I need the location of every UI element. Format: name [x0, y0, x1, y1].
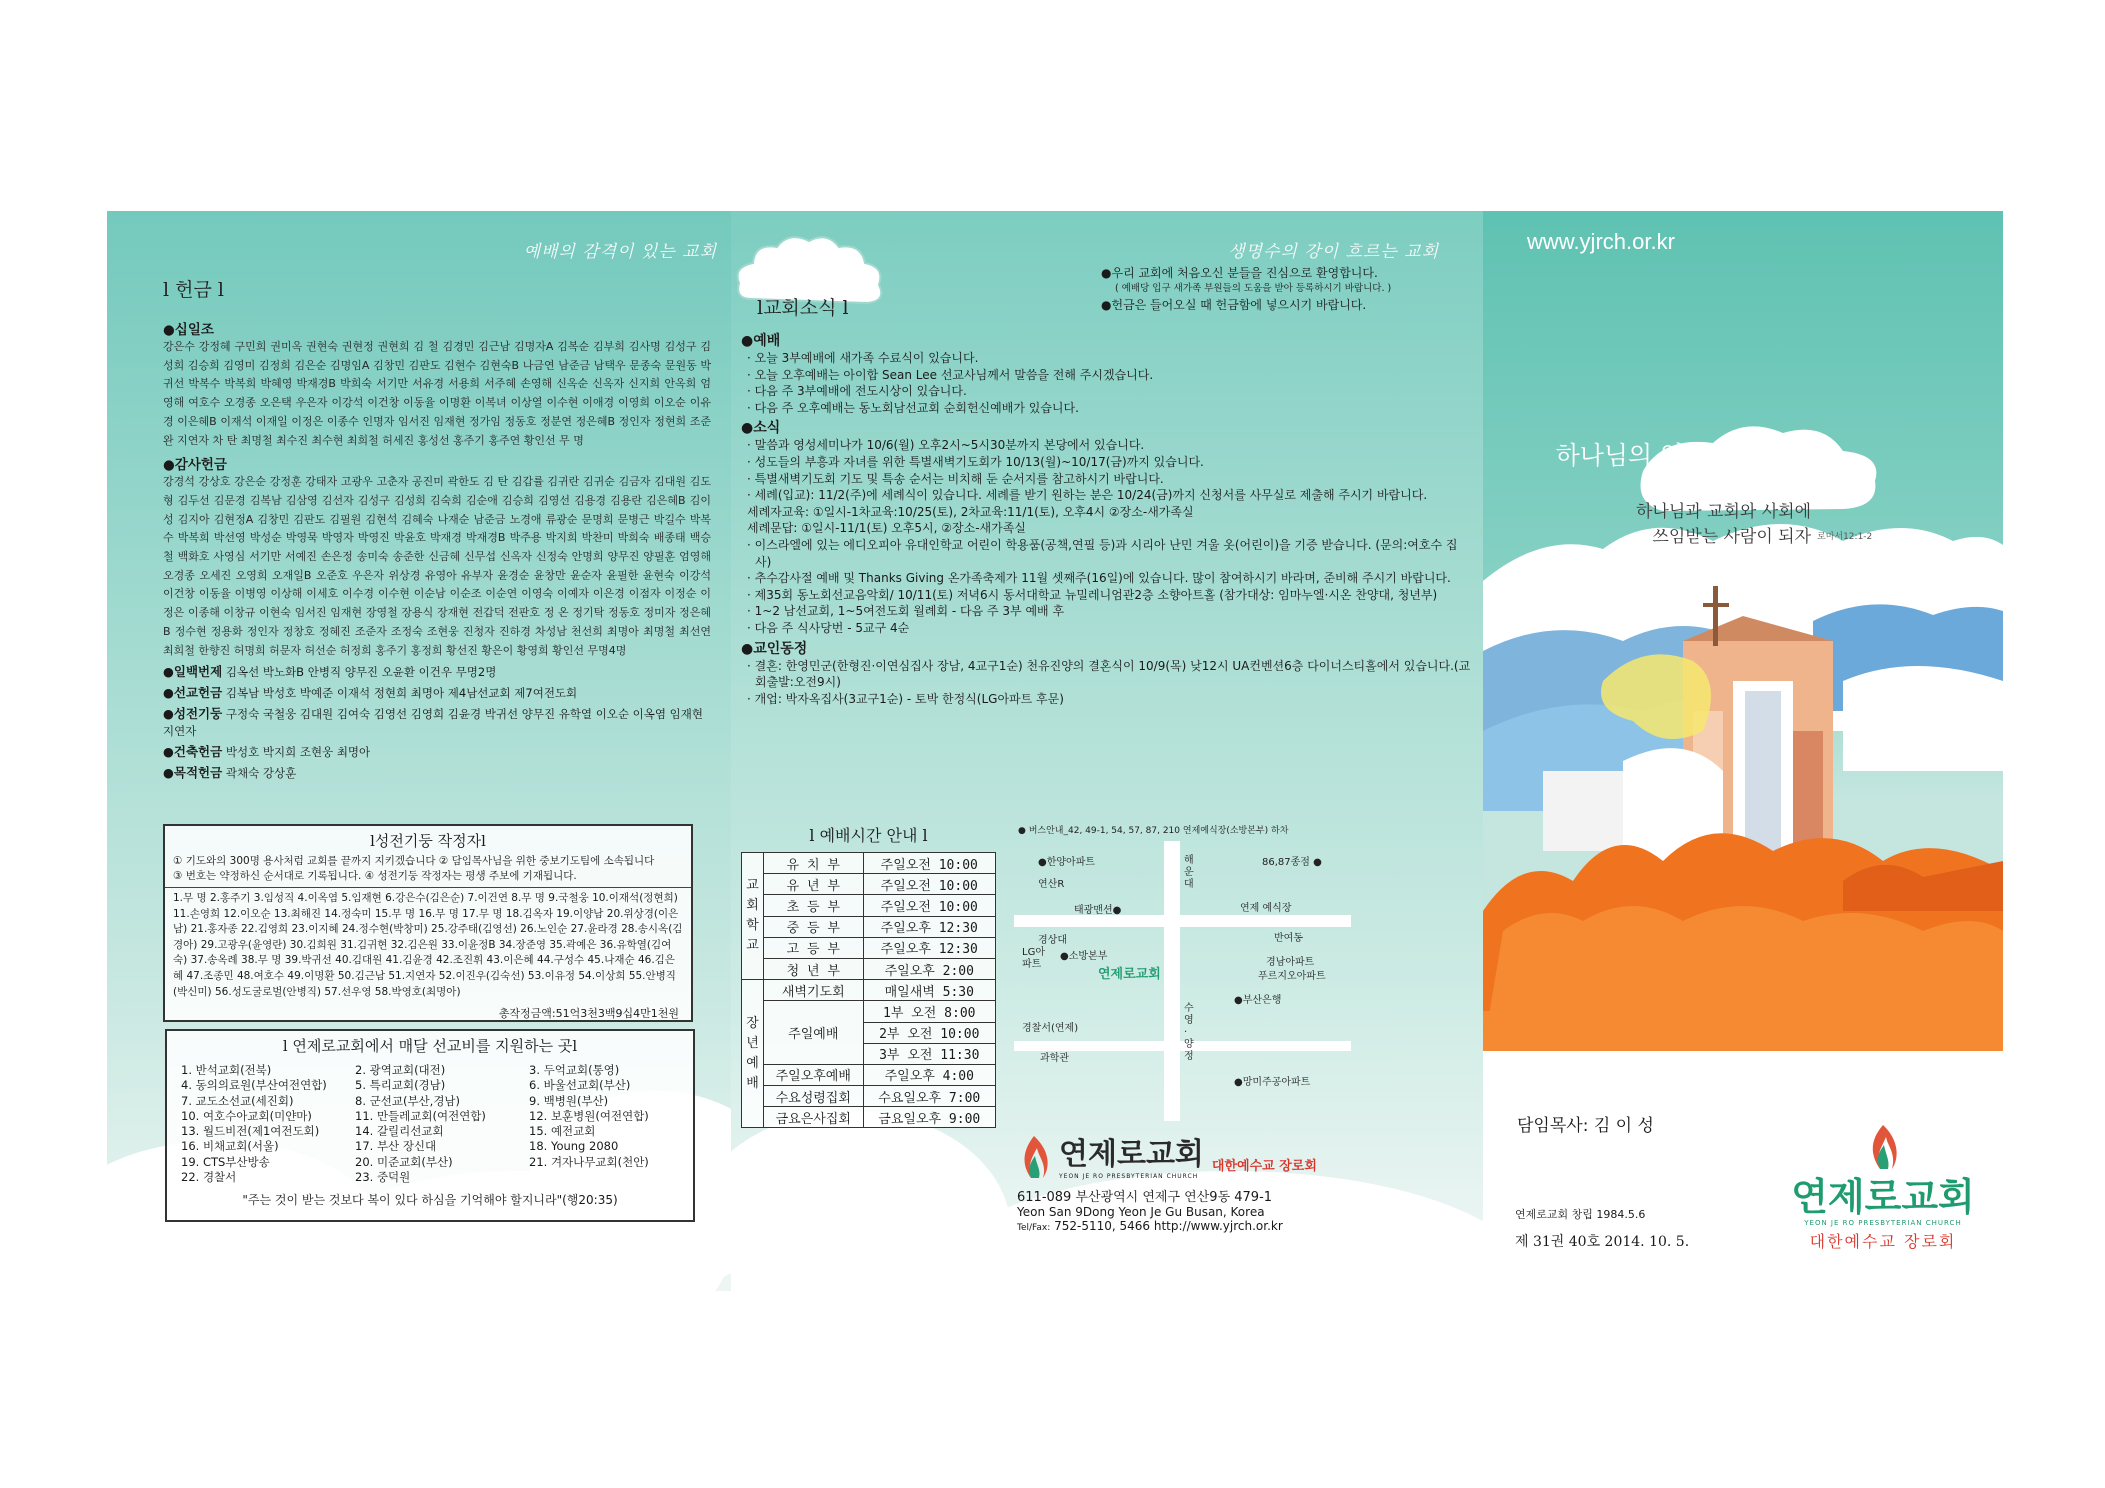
group-text: 교 회 학 교 [746, 878, 759, 954]
mission-item: 9. 백병원(부산) [529, 1093, 609, 1108]
slogan-subtitle: 하나님과 교회와 사회에 [1635, 502, 1811, 522]
dept-cell: 초 등 부 [764, 895, 864, 916]
welcome-notice [1101, 265, 1471, 313]
news-item: · 제35회 동노회선교음악회/ 10/11(토) 저녁6시 동서대학교 뉴밀레니엄관2층 소향아트홀 (참가대상: 임마누엘·시온 찬양대, 청년부) [747, 587, 1438, 602]
map-label: 푸르지오아파트 [1258, 971, 1326, 982]
news-item: · 다음 주 식사당번 - 5교구 4순 [747, 620, 910, 635]
mission-support-box [165, 1029, 695, 1222]
map-label: 반여동 [1274, 933, 1303, 944]
contact-label: Tel/Fax: [1017, 1223, 1051, 1233]
table-row [742, 1107, 996, 1128]
bulletin-sheet [107, 211, 2003, 1291]
time-cell: 주일오후 12:30 [863, 916, 995, 937]
table-row [742, 853, 996, 874]
mission-item: 8. 군선교(부산,경남) [355, 1093, 461, 1108]
offering-line [163, 684, 711, 702]
news-item: · 말씀과 영성세미나가 10/6(월) 오후2시~5시30분까지 본당에서 있습니다. [747, 438, 1145, 453]
news-heading: ●소식 [741, 420, 781, 437]
flame-logo-icon [1017, 1134, 1051, 1180]
offering-line [163, 705, 711, 740]
offering-line-head: ●일백번제 [163, 664, 223, 680]
dept-cell: 중 등 부 [764, 916, 864, 937]
dept-cell: 새벽기도회 [764, 980, 864, 1001]
mission-item: 11. 만들레교회(여전연합) [355, 1108, 486, 1123]
news-item: · 1~2 남선교회, 1~5여전도회 월례회 - 다음 주 3부 예배 후 [747, 604, 1065, 619]
table-row [742, 1086, 996, 1107]
dept-cell: 청 년 부 [764, 958, 864, 979]
prayer-notice-line: ① 기도와의 300명 용사처럼 교회를 끝까지 지키겠습니다 ② 담임목사님을 위한 중보기도팀에 소속됩니다 [173, 855, 655, 867]
mission-item: 23. 중덕원 [355, 1170, 411, 1185]
news-item: · 이스라엘에 있는 에디오피아 유대인학교 어린이 학용품(공책,연필 등)과 시리아 난민 겨울 옷(어린이)을 기증 받습니다. (문의:여호수 집사) [747, 537, 1458, 569]
offering-line-head: ●건축헌금 [163, 744, 223, 760]
slogan-line [1636, 497, 1811, 547]
news-item: 세례자교육: ①일시-1차교육:10/25(토), 2차교육:11/1(토), 오후4시 ②장소-새가족실 [747, 504, 1194, 519]
map-label: 연산R [1038, 879, 1065, 890]
offering-line [163, 764, 711, 782]
dept-cell: 유 치 부 [764, 853, 864, 874]
time-cell: 금요일오후 9:00 [863, 1107, 995, 1128]
map-label: 경남아파트 [1266, 957, 1315, 968]
cover-illustration [1483, 211, 2003, 1051]
time-cell: 주일오전 10:00 [863, 874, 995, 895]
map-label: 과학관 [1040, 1053, 1069, 1064]
time-cell: 주일오전 10:00 [863, 895, 995, 916]
offering-section [163, 315, 711, 782]
map-label: ●한양아파트 [1038, 857, 1096, 868]
offering-line-text: 곽채숙 강상훈 [225, 766, 297, 781]
prayer-pledger-list: 1.무 명 2.홍주기 3.임성직 4.이옥염 5.임재현 6.강은수(김은순) 7.이건연 8.무 명 9.국철웅 10.이재석(정현희) 11.손영희 12.이오순 13.최해진 14.정숙미 15.무 명 16.무 명 17.무 명 18.김옥자 19.이양남 20.위상경(이은남) 21.홍자종 22.김영희 23.이지혜 24.정수현(박창미) 25.강주태(김영선) 26.노인순 27.윤라경 28.송시옥(김경아) 29.고광우(윤영란) 30.김희원 31.김귀현 32.김은원 33.이윤정B 34.장준영 35.곽예은 36.유학열(김여숙) 37.송옥례 38.무 명 39.박귀선 40.김대원 41.김윤경 42.조진휘 43.이은혜 44.구성수 45.나재순 46.김은혜 47.조종민 48.여호수 49.이명환 50.김근남 51.지연자 52.이진우(김숙선) 53.이유정 54.이상희 55.안병직(박신미) 56.성도굴로벌(안병직) 57.선우영 58.박영호(최명아) [173, 892, 683, 998]
address-line: Yeon San 9Dong Yeon Je Gu Busan, Korea [1017, 1205, 1265, 1219]
group-text: 장 년 예 배 [746, 1015, 759, 1091]
pastor-name: 담임목사: 김 이 성 [1517, 1116, 1654, 1136]
mission-item: 15. 예전교회 [529, 1124, 596, 1139]
founded-date: 연제로교회 창립 1984.5.6 [1515, 1208, 1646, 1221]
mission-item: 5. 특리교회(경남) [355, 1078, 446, 1093]
time-cell: 3부 오전 11:30 [863, 1043, 995, 1064]
cover-church-name: 연제로교회 [1791, 1174, 1975, 1219]
school-group-label [742, 853, 764, 980]
offering-line-head: ●성전기둥 [163, 706, 223, 722]
time-cell: 주일오전 10:00 [863, 853, 995, 874]
offering-line-text: 구정숙 국철웅 김대원 김여숙 김영선 김영희 김윤경 박귀선 양무진 유학열 이오순 이옥염 임재현 지연자 [163, 707, 703, 739]
location-map [1014, 823, 1351, 1123]
map-church-marker: 연제로교회 [1098, 967, 1161, 982]
mission-item: 17. 부산 장신대 [355, 1139, 437, 1154]
cover-church-english: YEON JE RO PRESBYTERIAN CHURCH [1804, 1219, 1962, 1227]
mission-list [167, 1059, 693, 1185]
bus-info: ● 버스안내_42, 49-1, 54, 57, 87, 210 연제예식장(소방본부) 하차 [1018, 826, 1289, 836]
news-item: · 결혼: 한영민군(한형진·이연심집사 장남, 4교구1순) 천유진양의 결혼식이 10/9(목) 낮12시 UA컨벤션6층 다이너스티홀에서 있습니다.(교회출발:오전9시) [747, 658, 1471, 690]
church-logo [1017, 1129, 1347, 1180]
slogan-subtitle: 쓰임받는 사람이 되자 [1652, 527, 1811, 547]
offering-line-text: 김복남 박성호 박예준 이재석 정현희 최명아 제4남선교회 제7여전도회 [225, 686, 578, 701]
map-label: 수영·양정 [1184, 1003, 1194, 1062]
news-item: · 세례(입교): 11/2(주)에 세례식이 있습니다. 세례를 받기 원하는 분은 10/24(금)까지 신청서를 사무실로 제출해 주시기 바랍니다. [747, 488, 1428, 503]
map-label: 태광맨션● [1074, 905, 1122, 916]
mission-item: 18. Young 2080 [529, 1139, 619, 1154]
time-cell: 1부 오전 8:00 [863, 1001, 995, 1022]
dept-cell: 주일오후예배 [764, 1064, 864, 1085]
map-label: 경상대 [1038, 935, 1067, 946]
offering-line-text: 김옥선 박노화B 안병직 양무진 오윤환 이건우 무명2명 [225, 665, 497, 680]
issue-info: 제 31권 40호 2014. 10. 5. [1515, 1234, 1690, 1250]
mission-item: 14. 갈릴리선교회 [355, 1124, 444, 1139]
table-row [742, 874, 996, 895]
prayer-pillar-box [163, 824, 693, 1022]
mission-item [529, 1170, 703, 1185]
address-line: 611-089 부산광역시 연제구 연산9동 479-1 [1017, 1190, 1273, 1205]
worship-list [741, 350, 1471, 416]
table-row [742, 1001, 996, 1022]
church-address-block [1017, 1129, 1347, 1233]
dept-cell: 금요은사집회 [764, 1107, 864, 1128]
dept-cell: 유 년 부 [764, 874, 864, 895]
welcome-subline: ( 예배당 입구 새가족 부원들의 도움을 받아 등록하시기 바랍니다. ) [1115, 283, 1392, 294]
time-cell: 2부 오전 10:00 [863, 1022, 995, 1043]
offering-line-head: ●선교헌금 [163, 685, 223, 701]
tithe-names: 강은수 강정혜 구민희 권미옥 권현숙 권현정 권현희 김 철 김경민 김근남 김명자A 김복순 김부희 김사명 김성구 김성희 김승희 김영미 김정희 김은순 김명임A 김창민 김판도 김현수 김현숙B 나금연 남준금 남택우 문종숙 문원동 박귀선 박복수 박복희 박혜영 박재경B 박희숙 서기만 서유경 서용희 서주혜 손영해 신옥순 신옥자 신지희 안옥희 엄영해 여호수 오경종 오은택 우은자 이강석 이건창 이동율 이명환 이복녀 이상열 이수현 이애경 이영희 이오순 이유경 이은혜B 이재석 이재일 이정은 이종수 인명자 임서진 임재현 정가임 정동호 정분연 정은혜B 정인자 정현희 조준완 지연자 차 탄 최명철 최수진 최수현 최희철 허세진 홍성선 홍주기 홍주연 황인선 무 명 [163, 340, 711, 447]
denomination: 대한예수교 장로회 [1211, 1159, 1317, 1174]
prayer-box-notice [165, 854, 691, 888]
mission-item: 4. 동의의료원(부산여전연합) [181, 1078, 327, 1093]
offering-title: l 헌금 l [163, 279, 224, 301]
church-motto: 예배의 감격이 있는 교회 [523, 242, 717, 262]
contact-value: 752-5110, 5466 http://www.yjrch.or.kr [1054, 1219, 1283, 1233]
thanks-heading: ●감사헌금 [163, 457, 227, 474]
map-label: 경찰서(연제) [1022, 1023, 1079, 1034]
offering-line [163, 743, 711, 761]
mission-item: 19. CTS부산방송 [181, 1154, 270, 1169]
thanks-names: 강경석 강상호 강은순 강정훈 강태자 고광우 고춘자 공진미 곽한도 김 탄 김갑률 김귀란 김귀순 김금자 김대원 김도형 김두선 김문경 김복남 김삼영 김선자 김성구 김성희 김숙희 김순애 김승희 김영선 김용경 김용란 김은혜B 김이성 김지아 김현정A 김창민 김판도 김필원 김현석 김혜숙 나재순 남준금 노경애 류광순 문명희 문병근 박길수 박복수 박복희 박선영 박성순 박영묵 박영자 박영진 박윤호 박재경 박재경B 박주용 박지희 박찬미 박희숙 배종태 백승철 백화호 사영심 서기만 서예진 손은정 송미숙 송준한 신금혜 신무섭 신옥자 신정숙 안명희 양무진 양필훈 엄영해 오경종 오세진 오영희 오재일B 오준호 우은자 위상경 유영아 유부자 윤경순 윤창만 윤순자 윤필한 윤현숙 이강석 이건창 이동율 이병영 이상해 이세호 이수경 이수현 이순남 이순조 이순연 이영숙 이예자 이은경 이점자 이정순 이정은 이종해 이창규 이현숙 임서진 임재현 장영철 장용식 장재현 전갑덕 전판호 정 온 정기탁 정동호 정미자 정은혜B 정수현 정용화 정인자 정창호 정혜진 조준자 조정숙 조현웅 진청자 진하경 차성남 천선희 최명아 최명철 최선연 최희철 한향진 허명희 허문자 허선순 허정희 홍주기 홍정희 황선진 황은이 황영희 황인선 무명4명 [163, 475, 711, 657]
table-row [742, 980, 996, 1001]
contact-line [1017, 1219, 1347, 1233]
news-panel [731, 211, 1483, 1291]
church-motto: 생명수의 강이 흐르는 교회 [1228, 242, 1439, 262]
news-item: · 개업: 박자옥집사(3교구1순) - 토박 한정식(LG아파트 후문) [747, 691, 1064, 706]
map-road-horizontal [1014, 915, 1351, 927]
table-row [742, 895, 996, 916]
mission-item: 1. 반석교회(전북) [181, 1063, 272, 1077]
dept-cell: 수요성령집회 [764, 1086, 864, 1107]
news-section [741, 329, 1471, 707]
news-item: · 오늘 3부예배에 새가족 수료식이 있습니다. [747, 351, 979, 365]
cover-church-logo [1783, 1123, 1983, 1252]
cover-denomination: 대한예수교 장로회 [1809, 1232, 1957, 1251]
news-item: · 성도들의 부흥과 자녀를 위한 특별새벽기도회가 10/13(월)~10/17(금)까지 있습니다. [747, 454, 1204, 469]
time-cell: 주일오후 2:00 [863, 958, 995, 979]
worship-schedule [741, 823, 996, 1128]
mission-item: 21. 겨자나무교회(천안) [529, 1154, 649, 1169]
dept-cell: 고 등 부 [764, 937, 864, 958]
news-item: · 다음 주 오후예배는 동노회남선교회 순회헌신예배가 있습니다. [747, 400, 1079, 415]
time-cell: 주일오후 4:00 [863, 1064, 995, 1085]
map-label: ●소방본부 [1060, 951, 1108, 962]
adult-group-label [742, 980, 764, 1128]
dept-cell: 주일예배 [764, 1001, 864, 1065]
offering-line [163, 663, 711, 681]
verse-reference: 로마서12:1-2 [1817, 532, 1873, 542]
schedule-table [741, 852, 996, 1128]
mission-item: 16. 비채교회(서울) [181, 1139, 279, 1154]
worship-heading: ●예배 [741, 333, 781, 349]
news-item: · 다음 주 3부예배에 전도시상이 있습니다. [747, 384, 967, 399]
map-label: 연제 예식장 [1240, 903, 1292, 914]
mission-item: 3. 두억교회(통영) [529, 1063, 620, 1077]
news-list [741, 437, 1471, 636]
mission-item: 22. 경찰서 [181, 1170, 237, 1185]
map-label: ●부산은행 [1234, 995, 1282, 1006]
news-item: · 추수감사절 예배 및 Thanks Giving 온가족축제가 11월 셋째주(16일)에 있습니다. 많이 참여하시기 바라며, 준비해 주시기 바랍니다. [747, 571, 1451, 586]
time-cell: 주일오후 12:30 [863, 937, 995, 958]
news-item: · 특별새벽기도회 기도 및 특송 순서는 비치해 둔 순서지를 참고하시기 바랍니다. [747, 471, 1164, 486]
slogan-title: 하나님의 영광을 위하여 [1555, 441, 1813, 470]
schedule-title: l 예배시간 안내 l [809, 826, 928, 845]
website-url: www.yjrch.or.kr [1527, 229, 1675, 254]
mission-item: 6. 바울선교회(부산) [529, 1078, 631, 1093]
offering-panel [107, 211, 731, 1291]
people-heading: ●교인동정 [741, 640, 808, 657]
map-road-vertical [1164, 841, 1180, 1121]
mission-item: 12. 보훈병원(여전연합) [529, 1108, 649, 1123]
news-item: 세례문답: ①일시-11/1(토) 오후5시, ②장소-새가족실 [747, 521, 1026, 536]
tithe-heading: ●십일조 [163, 322, 214, 338]
table-row [742, 1064, 996, 1085]
offering-line-text: 박성호 박지희 조현웅 최명아 [225, 745, 371, 760]
map-label: 86,87종점 ● [1262, 857, 1322, 868]
time-cell: 매일새벽 5:30 [863, 980, 995, 1001]
table-row [742, 916, 996, 937]
news-item: · 오늘 오후예배는 아이합 Sean Lee 선교사님께서 말씀을 전해 주시겠습니다. [747, 367, 1154, 382]
welcome-line: ●헌금은 들어오실 때 헌금함에 넣으시기 바랍니다. [1101, 298, 1367, 312]
church-name: 연제로교회 [1059, 1137, 1204, 1172]
table-row [742, 958, 996, 979]
church-english-name: YEON JE RO PRESBYTERIAN CHURCH [1059, 1173, 1199, 1180]
prayer-total: 총작정금액:51억3천3백9십4만1천원 [498, 1007, 679, 1021]
mission-item: 10. 여호수아교회(미얀마) [181, 1108, 312, 1123]
cover-panel [1483, 211, 2003, 1291]
table-row [742, 937, 996, 958]
mission-item: 7. 교도소선교(세진회) [181, 1093, 294, 1108]
flame-logo-icon [1865, 1123, 1901, 1171]
map-label: 해운대 [1184, 855, 1194, 890]
mission-item: 2. 광역교회(대전) [355, 1063, 446, 1077]
mission-verse: "주는 것이 받는 것보다 복이 있다 하심을 기억해야 할지니라"(행20:35) [242, 1193, 618, 1208]
prayer-box-title: l성전기둥 작정자l [370, 832, 486, 850]
prayer-notice-line: ③ 번호는 약정하신 순서대로 기록됩니다. ④ 성전기둥 작정자는 평생 주보에 기재됩니다. [173, 869, 577, 882]
welcome-line: ●우리 교회에 처음오신 분들을 진심으로 환영합니다. [1101, 266, 1378, 280]
mission-item: 20. 미준교회(부산) [355, 1154, 453, 1169]
map-label: ●망미주공아파트 [1234, 1077, 1311, 1088]
offering-line-head: ●목적헌금 [163, 765, 223, 781]
time-cell: 수요일오후 7:00 [863, 1086, 995, 1107]
mission-item: 13. 월드비전(제1여전도회) [181, 1124, 320, 1139]
news-title: l교회소식 l [757, 297, 849, 319]
map-label: LG아파트 [1022, 947, 1045, 970]
people-list [741, 658, 1471, 708]
mission-box-title: l 연제로교회에서 매달 선교비를 지원하는 곳l [282, 1037, 578, 1055]
